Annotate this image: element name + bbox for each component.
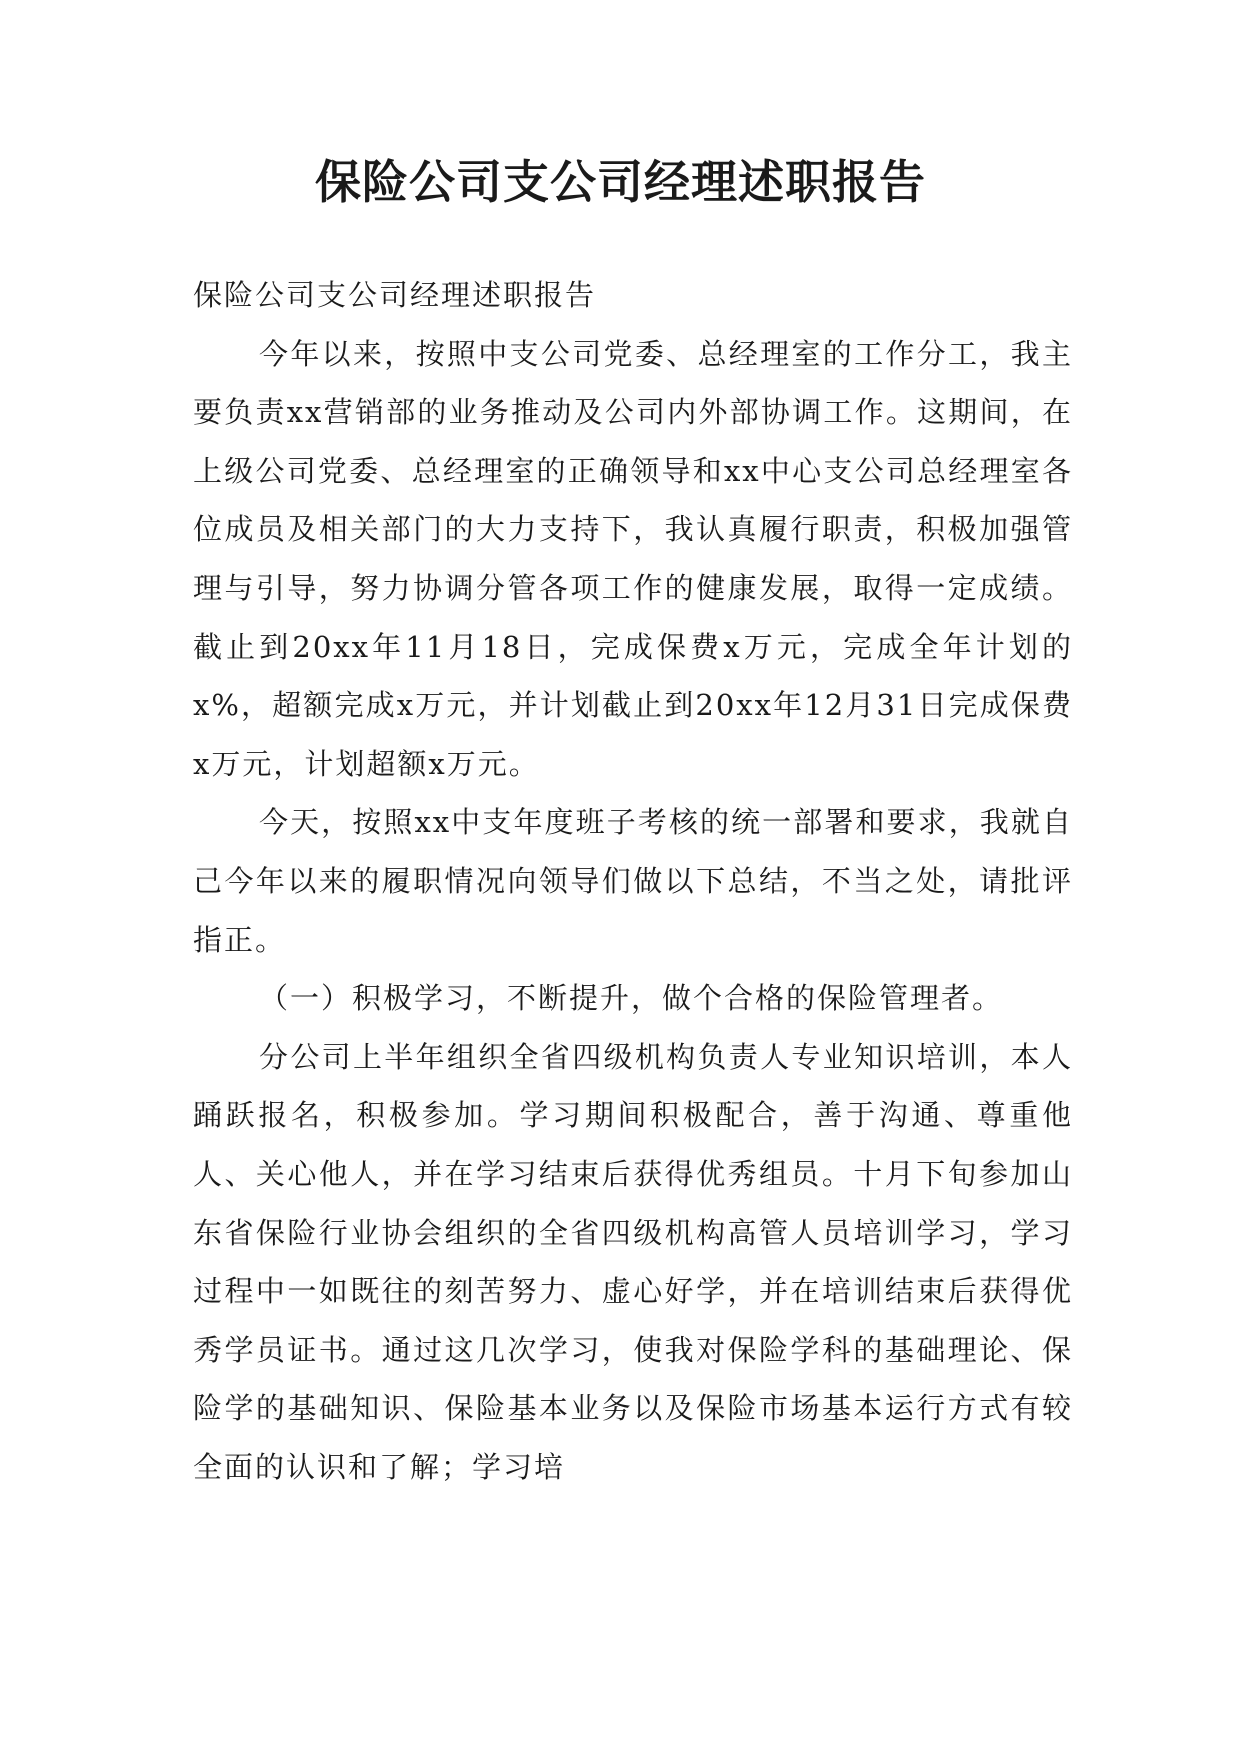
section-heading: （一）积极学习，不断提升，做个合格的保险管理者。 xyxy=(259,981,1004,1016)
paragraph: 今天，按照xx中支年度班子考核的统一部署和要求，我就自己今年以来的履职情况向领导们做以下总结，不当之处，请批评指正。 xyxy=(193,805,1073,957)
document-subtitle: 保险公司支公司经理述职报告 xyxy=(193,278,597,312)
document-body xyxy=(193,266,1073,1496)
page-title: 保险公司支公司经理述职报告 xyxy=(315,155,926,209)
paragraph: 分公司上半年组织全省四级机构负责人专业知识培训，本人踊跃报名，积极参加。学习期间积极配合，善于沟通、尊重他人、关心他人，并在学习结束后获得优秀组员。十月下旬参加山东省保险行业协会组织的全省四级机构高管人员培训学习，学习过程中一如既往的刻苦努力、虚心好学，并在培训结束后获得优秀学员证书。通过这几次学习，使我对保险学科的基础理论、保险学的基础知识、保险基本业务以及保险市场基本运行方式有较全面的认识和了解；学习培 xyxy=(193,1039,1073,1484)
paragraph: 今年以来，按照中支公司党委、总经理室的工作分工，我主要负责xx营销部的业务推动及公司内外部协调工作。这期间，在上级公司党委、总经理室的正确领导和xx中心支公司总经理室各位成员及相关部门的大力支持下，我认真履行职责，积极加强管理与引导，努力协调分管各项工作的健康发展，取得一定成绩。截止到20xx年11月18日，完成保费x万元，完成全年计划的x%，超额完成x万元，并计划截止到20xx年12月31日完成保费x万元，计划超额x万元。 xyxy=(193,336,1073,781)
